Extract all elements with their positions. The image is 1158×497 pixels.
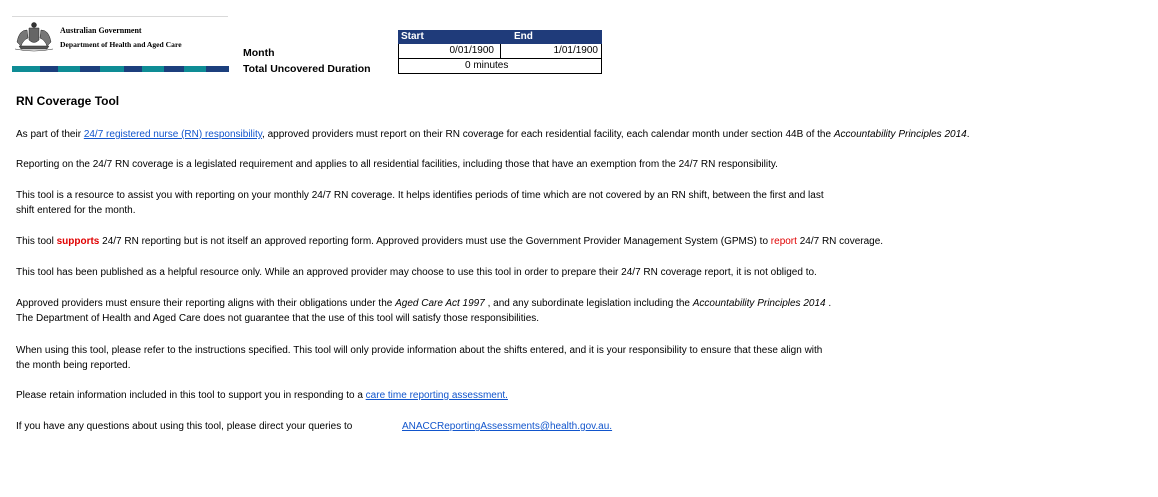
p6-text: Approved providers must ensure their reporting aligns with their obligations under the — [16, 298, 396, 309]
government-logo — [12, 16, 228, 72]
supports-highlight: supports — [56, 236, 100, 247]
paragraph-instructions — [16, 343, 822, 373]
duration-row — [398, 59, 602, 74]
aged-care-act: Aged Care Act 1997 — [395, 298, 485, 309]
stripe-segment — [184, 66, 206, 72]
p1-italic: Accountability Principles 2014 — [833, 129, 967, 140]
paragraph-obligations — [16, 296, 831, 326]
summary-table — [398, 30, 602, 74]
p6-line1 — [16, 296, 831, 311]
stripe-segment — [58, 66, 80, 72]
report-highlight: report — [770, 236, 797, 247]
paragraph-questions — [16, 419, 613, 434]
stripe-segment — [124, 66, 142, 72]
p6-text: . — [825, 298, 832, 309]
p3-line2: shift entered for the month. — [16, 205, 136, 216]
end-date-cell[interactable]: 1/01/1900 — [553, 45, 598, 56]
p4-text: 24/7 RN coverage. — [796, 236, 884, 247]
cell-divider — [500, 44, 501, 58]
p4-text: 24/7 RN reporting but is not itself an approved reporting form. Approved providers must use the Government Provider Management System (GPMS) to — [99, 236, 771, 247]
p6-text: , and any subordinate legislation including the — [484, 298, 693, 309]
dept-name: Department of Health and Aged Care — [60, 40, 182, 49]
start-date-cell[interactable]: 0/01/1900 — [449, 45, 494, 56]
start-header: Start — [401, 31, 424, 42]
end-header: End — [514, 31, 533, 42]
gov-name: Australian Government — [60, 26, 142, 35]
p7-line2: the month being reported. — [16, 360, 131, 371]
p6-line2: The Department of Health and Aged Care does not guarantee that the use of this tool will satisfy those responsibilities. — [16, 313, 540, 324]
p3-line1: This tool is a resource to assist you with reporting on your monthly 24/7 RN coverage. It helps identifies periods of time which are not covered by an RN shift, between the first and last — [16, 190, 824, 201]
paragraph-responsibility — [16, 127, 969, 142]
paragraph-legislated: Reporting on the 24/7 RN coverage is a legislated requirement and applies to all residential facilities, including those that have an exemption from the 24/7 RN responsibility. — [16, 159, 778, 170]
contact-email-link[interactable]: ANACCReportingAssessments@health.gov.au. — [402, 421, 613, 432]
logo-divider — [12, 16, 228, 17]
stripe-segment — [12, 66, 40, 72]
assessment-link[interactable]: care time reporting assessment. — [365, 390, 508, 401]
paragraph-resource — [16, 188, 824, 218]
p8-text: Please retain information included in this tool to support you in responding to a — [16, 390, 366, 401]
p9-text: If you have any questions about using this tool, please direct your queries to — [16, 421, 353, 432]
paragraph-supports — [16, 234, 883, 249]
summary-header — [398, 30, 602, 44]
accountability-principles: Accountability Principles 2014 — [692, 298, 826, 309]
duration-label: Total Uncovered Duration — [243, 63, 371, 75]
p7-line1: When using this tool, please refer to the instructions specified. This tool will only provide information about the shifts entered, and it is your responsibility to ensure that these align with — [16, 345, 823, 356]
page-title: RN Coverage Tool — [16, 94, 120, 108]
duration-value: 0 minutes — [465, 60, 509, 71]
p1-text: . — [966, 129, 970, 140]
stripe-segment — [40, 66, 58, 72]
brand-stripe — [12, 66, 229, 72]
rn-responsibility-link[interactable]: 24/7 registered nurse (RN) responsibility — [83, 129, 263, 140]
date-row — [398, 44, 602, 59]
paragraph-helpful: This tool has been published as a helpful resource only. While an approved provider may choose to use this tool in order to prepare their 24/7 RN coverage report, it is not obliged to. — [16, 267, 817, 278]
stripe-segment — [80, 66, 100, 72]
coat-of-arms-icon — [13, 20, 55, 52]
paragraph-retain — [16, 388, 508, 403]
stripe-segment — [206, 66, 229, 72]
stripe-segment — [164, 66, 184, 72]
p1-text: , approved providers must report on their RN coverage for each residential facility, each calendar month under section 44B of the — [262, 129, 834, 140]
p1-text: As part of their — [16, 129, 84, 140]
month-label: Month — [243, 47, 275, 59]
p4-text: This tool — [16, 236, 57, 247]
stripe-segment — [100, 66, 124, 72]
stripe-segment — [142, 66, 164, 72]
